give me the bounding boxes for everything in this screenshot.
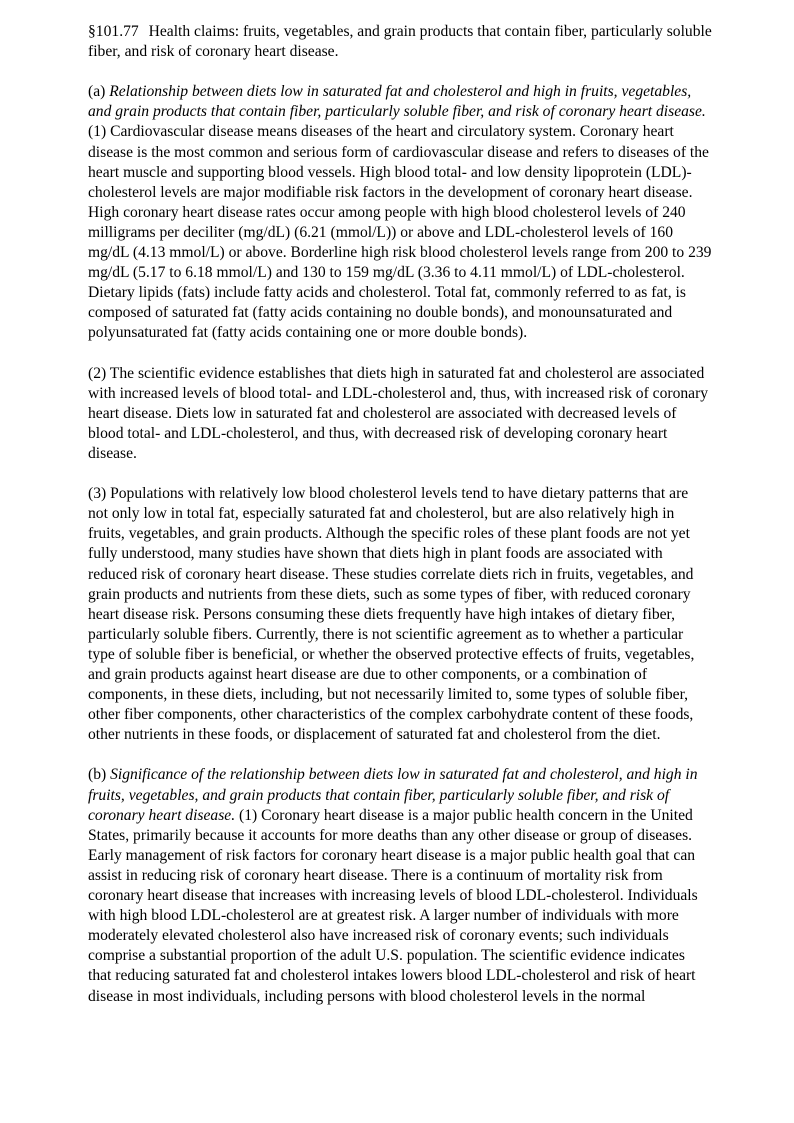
- paragraph-a3-text: (3) Populations with relatively low blood cholesterol levels tend to have dietary patterns that are not only low in total fat, especially saturated fat and cholesterol, but are also relatively high in fruits, vegetables, and grain products. Although the specific roles of these plant foods are not yet fully understood, many studies have shown that diets high in plant foods are associated with reduced risk of coronary heart disease. These studies correlate diets rich in fruits, vegetables, and grain products and nutrients from these diets, such as some types of fiber, with reduced coronary heart disease risk. Persons consuming these diets frequently have high intakes of dietary fiber, particularly soluble fibers. Currently, there is not scientific agreement as to whether a particular type of soluble fiber is beneficial, or whether the observed protective effects of fruits, vegetables, and grain products against heart disease are due to other components, or a combination of components, in these diets, including, but not necessarily limited to, some types of soluble fiber, other fiber components, other characteristics of the complex carbohydrate content of these foods, other nutrients in these foods, or displacement of saturated fat and cholesterol from the diet.: [88, 485, 695, 744]
- paragraph-a: [88, 82, 712, 343]
- paragraph-b-label: (b): [88, 766, 107, 784]
- paragraph-b: [88, 765, 712, 1006]
- paragraph-a3: [88, 484, 712, 745]
- paragraph-a-label: (a): [88, 83, 106, 101]
- paragraph-a2-text: (2) The scientific evidence establishes that diets high in saturated fat and cholesterol are associated with increased levels of blood total- and LDL-cholesterol and, thus, with increased risk of coronary heart disease. Diets low in saturated fat and cholesterol are associated with decreased levels of blood total- and LDL-cholesterol, and thus, with decreased risk of developing coronary heart disease.: [88, 364, 709, 462]
- section-title: Health claims: fruits, vegetables, and grain products that contain fiber, particularly soluble fiber, and risk of coronary heart disease.: [88, 23, 712, 61]
- paragraph-a2: [88, 364, 712, 464]
- paragraph-a-title: Relationship between diets low in saturated fat and cholesterol and high in fruits, vegetables, and grain products that contain fiber, particularly soluble fiber, and risk of coronary heart disease.: [88, 83, 706, 121]
- document-heading: [88, 22, 712, 62]
- document-page: [88, 22, 712, 1007]
- paragraph-a-text: (1) Cardiovascular disease means diseases of the heart and circulatory system. Coronary heart disease is the most common and serious form of cardiovascular disease and refers to diseases of the heart muscle and supporting blood vessels. High blood total- and low density lipoprotein (LDL)- cholesterol levels are major modifiable risk factors in the development of coronary heart disease. High coronary heart disease rates occur among people with high blood cholesterol levels of 240 milligrams per deciliter (mg/dL) (6.21 (mmol/L)) or above and LDL-cholesterol levels of 160 mg/dL (4.13 mmol/L) or above. Borderline high risk blood cholesterol levels range from 200 to 239 mg/dL (5.17 to 6.18 mmol/L) and 130 to 159 mg/dL (3.36 to 4.11 mmol/L) of LDL-cholesterol. Dietary lipids (fats) include fatty acids and cholesterol. Total fat, commonly referred to as fat, is composed of saturated fat (fatty acids containing no double bonds), and monounsaturated and polyunsaturated fat (fatty acids containing one or more double bonds).: [88, 123, 712, 342]
- section-number: §101.77: [88, 23, 139, 40]
- paragraph-b-text: (1) Coronary heart disease is a major public health concern in the United States, primarily because it accounts for more deaths than any other disease or group of diseases. Early management of risk factors for coronary heart disease is a major public health goal that can assist in reducing risk of coronary heart disease. There is a continuum of mortality risk from coronary heart disease that increases with increasing levels of blood LDL-cholesterol. Individuals with high blood LDL-cholesterol are at greatest risk. A larger number of individuals with more moderately elevated cholesterol also have increased risk of coronary events; such individuals comprise a substantial proportion of the adult U.S. population. The scientific evidence indicates that reducing saturated fat and cholesterol intakes lowers blood LDL-cholesterol and risk of heart disease in most individuals, including persons with blood cholesterol levels in the normal: [88, 806, 698, 1005]
- paragraph-b-title: Significance of the relationship between diets low in saturated fat and cholesterol, and high in fruits, vegetables, and grain products that contain fiber, particularly soluble fiber, and risk of coronary heart disease.: [88, 766, 698, 824]
